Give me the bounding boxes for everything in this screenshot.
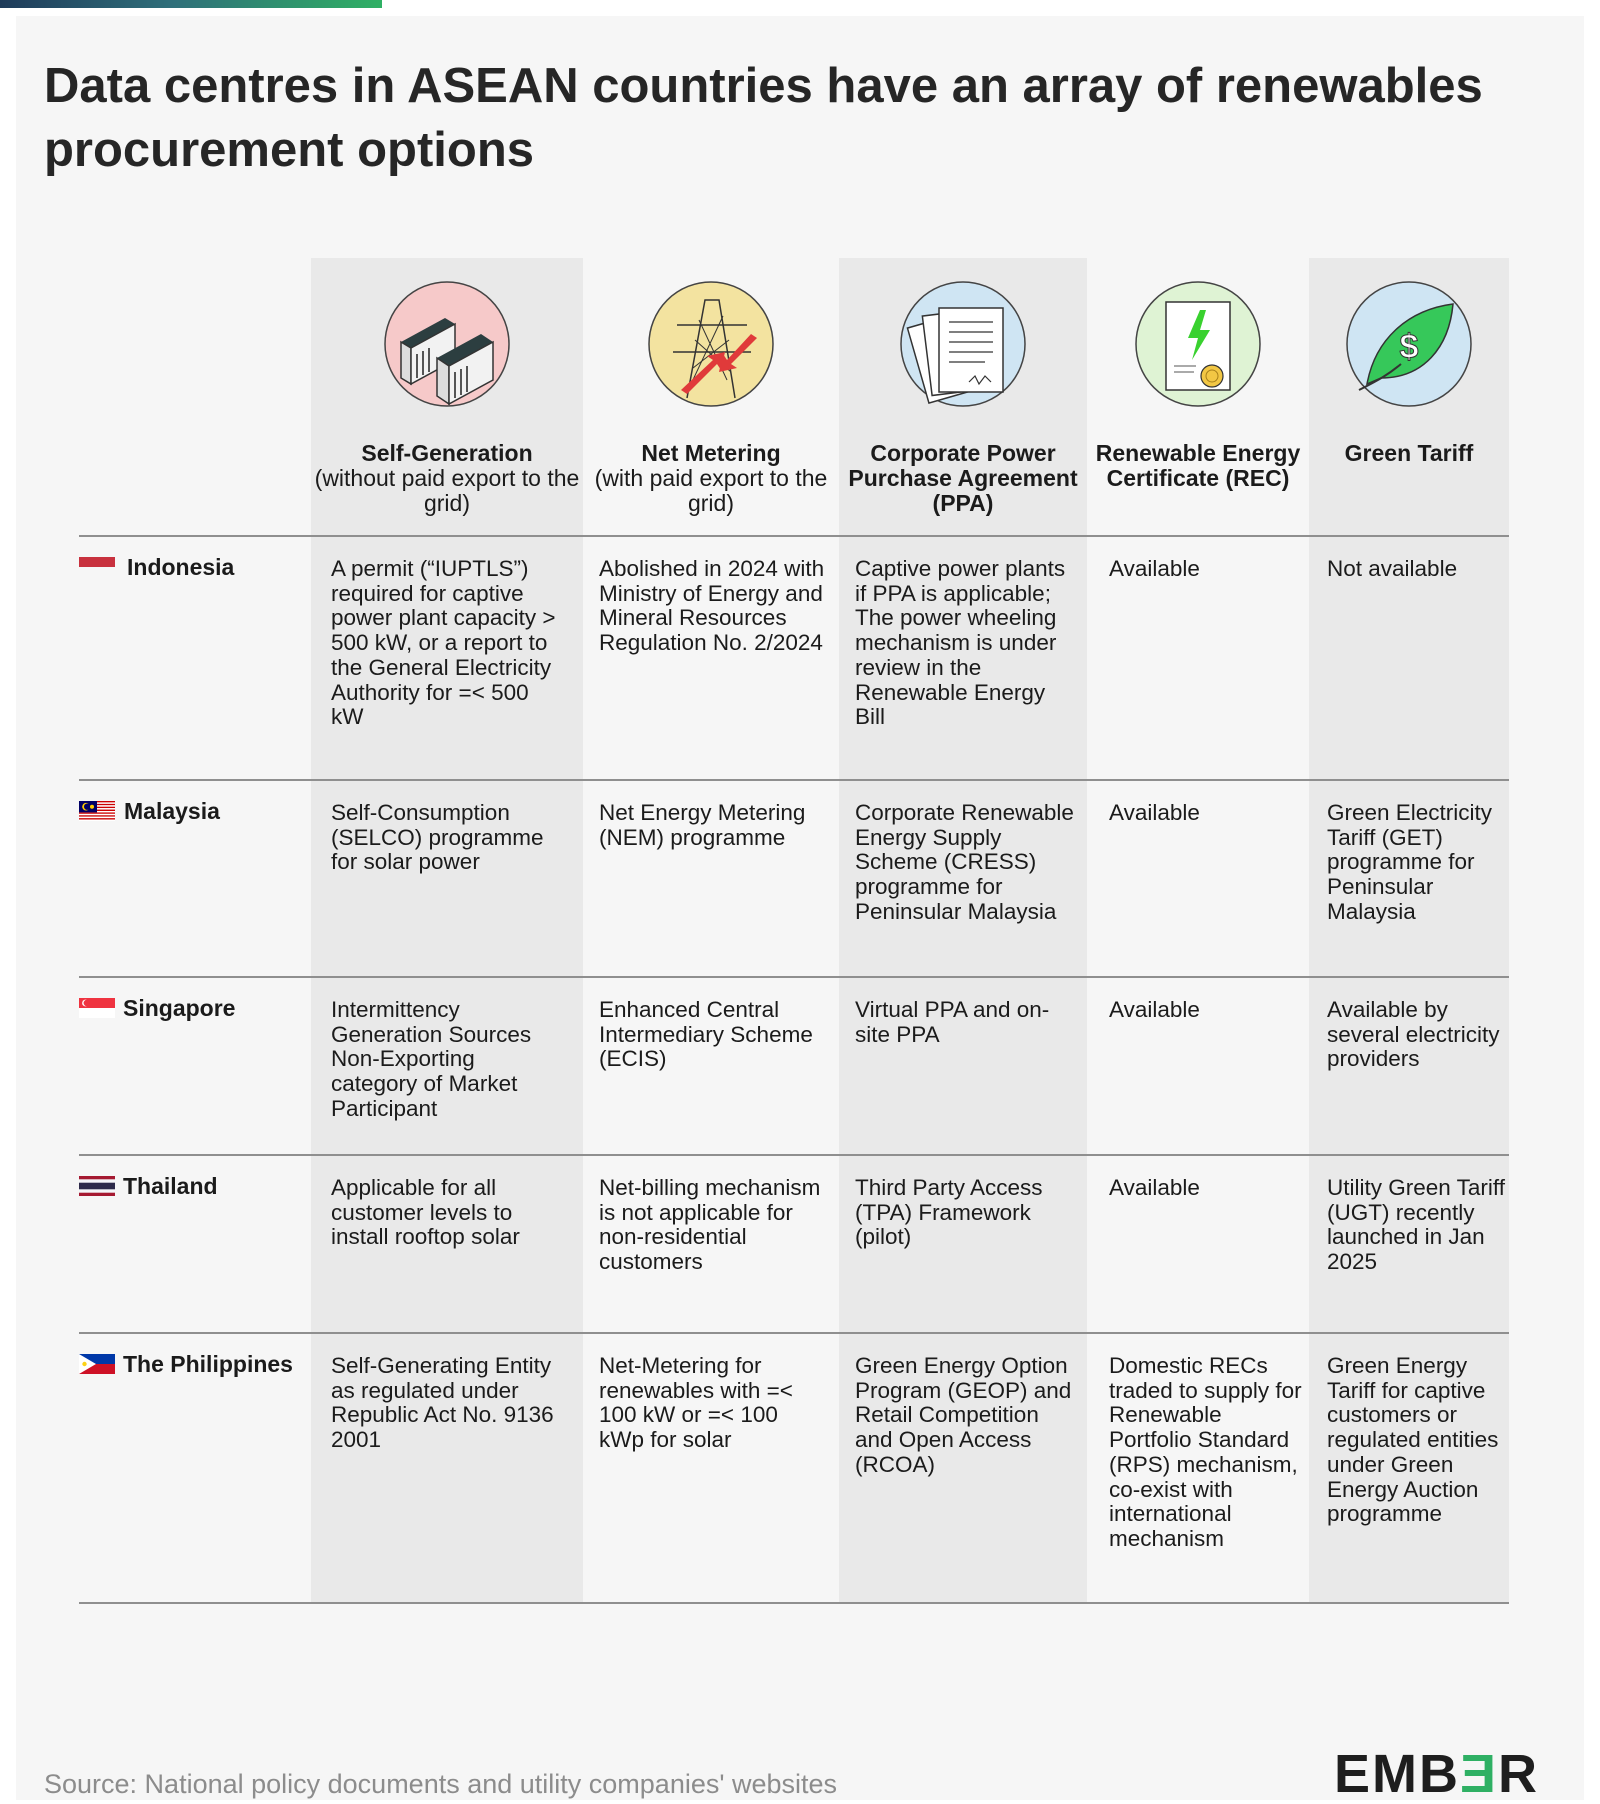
table-cell: Self-Consumption (SELCO) programme for solar power bbox=[331, 800, 544, 875]
table-cell: Virtual PPA and on-site PPA bbox=[855, 997, 1050, 1047]
table-cell: Abolished in 2024 with Ministry of Energy and Mineral Resources Regulation No. 2/2024 bbox=[599, 556, 825, 656]
transmission-tower-arrows-icon bbox=[647, 280, 775, 408]
thailand-flag-icon bbox=[79, 1176, 115, 1196]
column-header-subtitle: (without paid export to the grid) bbox=[314, 465, 580, 516]
singapore-flag-icon bbox=[79, 998, 115, 1018]
column-header-5 bbox=[1309, 441, 1509, 466]
table-cell: Enhanced Central Intermediary Scheme (ECIS) bbox=[599, 997, 813, 1072]
contract-documents-icon bbox=[899, 280, 1027, 408]
page-title: Data centres in ASEAN countries have an array of renewables procurement options bbox=[44, 59, 1483, 177]
column-header-title: Renewable Energy Certificate (REC) bbox=[1095, 440, 1301, 491]
row-divider-3 bbox=[79, 976, 1509, 978]
table-cell: Available bbox=[1109, 556, 1200, 581]
table-cell: Available bbox=[1109, 997, 1200, 1022]
indonesia-flag-icon bbox=[79, 557, 115, 577]
table-cell: Available bbox=[1109, 1175, 1200, 1200]
row-divider-5 bbox=[79, 1332, 1509, 1334]
logo-text-pre: EMB bbox=[1334, 1744, 1460, 1804]
country-name: Indonesia bbox=[127, 554, 235, 580]
column-header-1 bbox=[311, 441, 583, 516]
table-cell: Not available bbox=[1327, 556, 1458, 581]
infographic-card bbox=[16, 16, 1584, 1804]
table-cell: Net Energy Metering (NEM) programme bbox=[599, 800, 806, 850]
column-header-3 bbox=[839, 441, 1087, 516]
column-header-title: Net Metering bbox=[641, 440, 781, 466]
table-cell: Third Party Access (TPA) Framework (pilot) bbox=[855, 1175, 1043, 1250]
table-cell: Intermittency Generation Sources Non-Exporting category of Market Participant bbox=[331, 997, 532, 1121]
table-cell: A permit (“IUPTLS”) required for captive power plant capacity > 500 kW, or a report to the General Electricity Authority for =< 500 kW bbox=[331, 556, 556, 730]
country-name: The Philippines bbox=[123, 1351, 293, 1377]
logo-text-mid: Ǝ bbox=[1460, 1744, 1499, 1804]
table-cell: Net-Metering for renewables with =< 100 kW or =< 100 kWp for solar bbox=[599, 1353, 793, 1453]
row-divider-2 bbox=[79, 779, 1509, 781]
source-note: Source: National policy documents and utility companies' websites bbox=[44, 1769, 838, 1799]
svg-text:$: $ bbox=[1399, 328, 1419, 366]
leaf-dollar-icon bbox=[1345, 280, 1473, 408]
column-header-subtitle: (with paid export to the grid) bbox=[594, 465, 828, 516]
table-cell: Utility Green Tariff (UGT) recently launched in Jan 2025 bbox=[1327, 1175, 1505, 1275]
country-name: Thailand bbox=[123, 1173, 218, 1199]
row-divider-4 bbox=[79, 1154, 1509, 1156]
table-cell: Corporate Renewable Energy Supply Scheme (CRESS) programme for Peninsular Malaysia bbox=[855, 800, 1074, 924]
ember-logo bbox=[1334, 1746, 1539, 1802]
data-centre-icon bbox=[383, 280, 511, 408]
table-cell: Available by several electricity providers bbox=[1327, 997, 1500, 1072]
country-name: Malaysia bbox=[124, 798, 220, 824]
logo-text-post: R bbox=[1498, 1744, 1540, 1804]
table-cell: Captive power plants if PPA is applicable; The power wheeling mechanism is under review in the Renewable Energy Bill bbox=[855, 556, 1066, 730]
philippines-flag-icon bbox=[79, 1354, 115, 1374]
country-label bbox=[79, 799, 299, 859]
table-cell: Green Energy Option Program (GEOP) and Retail Competition and Open Access (RCOA) bbox=[855, 1353, 1072, 1477]
column-header-title: Self-Generation bbox=[361, 440, 533, 466]
top-accent-bar bbox=[0, 0, 382, 8]
table-cell: Available bbox=[1109, 800, 1200, 825]
row-divider-6 bbox=[79, 1602, 1509, 1604]
column-header-4 bbox=[1087, 441, 1309, 491]
country-label bbox=[79, 1174, 299, 1234]
country-label bbox=[79, 555, 299, 615]
country-name: Singapore bbox=[123, 995, 236, 1021]
table-cell: Domestic RECs traded to supply for Renewable Portfolio Standard (RPS) mechanism, co-exist with international mechanism bbox=[1109, 1353, 1302, 1551]
column-header-2 bbox=[583, 441, 839, 516]
table-cell: Self-Generating Entity as regulated under Republic Act No. 9136 2001 bbox=[331, 1353, 554, 1453]
table-cell: Net-billing mechanism is not applicable for non-residential customers bbox=[599, 1175, 821, 1275]
country-label bbox=[79, 996, 299, 1056]
row-divider-1 bbox=[79, 535, 1509, 537]
malaysia-flag-icon bbox=[79, 801, 115, 821]
column-header-title: Corporate Power Purchase Agreement (PPA) bbox=[848, 440, 1078, 516]
column-header-title: Green Tariff bbox=[1344, 440, 1474, 466]
procurement-options-table bbox=[79, 258, 1509, 1628]
table-cell: Green Electricity Tariff (GET) programme for Peninsular Malaysia bbox=[1327, 800, 1493, 924]
certificate-icon bbox=[1134, 280, 1262, 408]
country-label bbox=[79, 1352, 299, 1412]
table-cell: Applicable for all customer levels to install rooftop solar bbox=[331, 1175, 520, 1250]
table-cell: Green Energy Tariff for captive customers or regulated entities under Green Energy Auction programme bbox=[1327, 1353, 1499, 1527]
